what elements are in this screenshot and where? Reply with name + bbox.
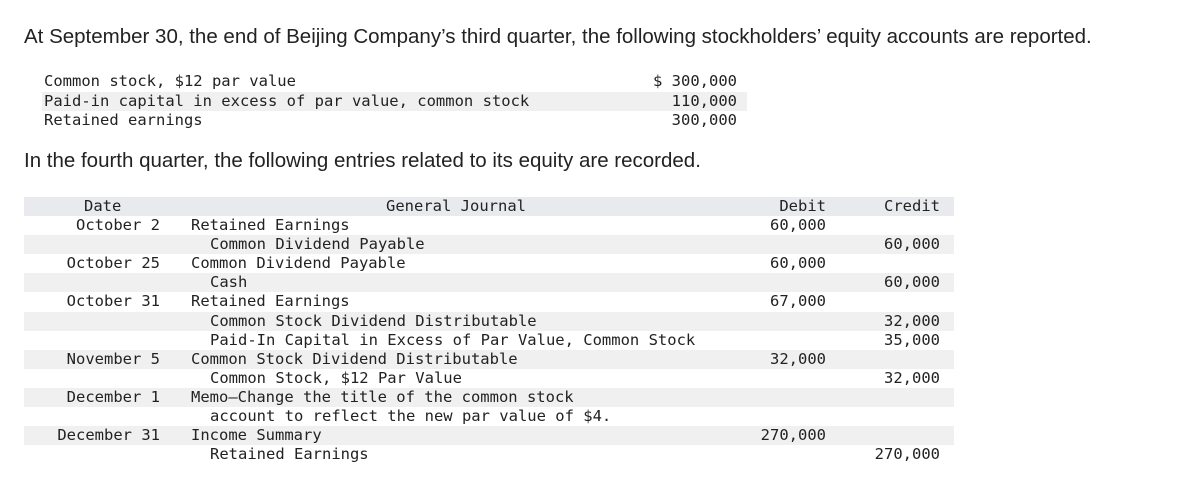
journal-row: [24, 254, 954, 273]
account-amount: 110,000: [671, 91, 737, 110]
entry-date: October 25: [66, 254, 160, 273]
entry-credit: 270,000: [874, 445, 940, 464]
entry-account: Income Summary: [191, 426, 322, 445]
date-header: Date: [84, 197, 122, 215]
entry-credit: 32,000: [884, 368, 940, 387]
entry-date: December 1: [66, 387, 160, 406]
account-row: [42, 92, 747, 112]
entry-account: account to reflect the new par value of $4.: [210, 407, 612, 426]
account-amount: 300,000: [671, 111, 737, 129]
journal-row: [24, 388, 954, 407]
journal-row: [24, 426, 954, 445]
equity-accounts-table: [42, 72, 747, 131]
entry-account: Common Stock Dividend Distributable: [191, 349, 518, 368]
entry-account: Memo—Change the title of the common stock: [191, 387, 574, 406]
entry-account: Common Dividend Payable: [210, 235, 425, 254]
account-header: General Journal: [386, 197, 526, 215]
credit-header: Credit: [884, 197, 940, 215]
journal-row: [24, 350, 954, 369]
entry-account: Retained Earnings: [191, 216, 350, 235]
journal-row: [24, 407, 954, 426]
entry-account: Common Dividend Payable: [191, 254, 406, 273]
entries-intro-paragraph: In the fourth quarter, the following entries related to its equity are recorded.: [24, 149, 701, 172]
entry-credit: 60,000: [884, 273, 940, 292]
journal-row: [24, 331, 954, 350]
entry-debit: 67,000: [770, 292, 826, 311]
debit-header: Debit: [779, 197, 826, 215]
entry-debit: 60,000: [770, 254, 826, 273]
entry-account: Cash: [210, 273, 248, 292]
journal-row: [24, 445, 954, 464]
entry-debit: 60,000: [770, 216, 826, 235]
account-name: Paid-in capital in excess of par value, common stock: [44, 91, 530, 110]
journal-row: [24, 312, 954, 331]
entry-date: December 31: [57, 426, 160, 445]
entry-debit: 270,000: [760, 426, 826, 445]
journal-row: [24, 292, 954, 311]
entry-credit: 60,000: [884, 235, 940, 254]
account-row: [42, 72, 747, 92]
entry-debit: 32,000: [770, 349, 826, 368]
intro-paragraph: At September 30, the end of Beijing Company’s third quarter, the following stockholders’ equity accounts are reported.: [24, 25, 1092, 48]
entry-account: Common Stock Dividend Distributable: [210, 311, 537, 330]
entry-date: November 5: [66, 349, 160, 368]
entry-credit: 35,000: [884, 330, 940, 349]
entry-account: Retained Earnings: [191, 292, 350, 311]
journal-row: [24, 273, 954, 292]
entry-date: October 2: [76, 216, 160, 235]
journal-row: [24, 369, 954, 388]
entry-account: Paid-In Capital in Excess of Par Value, Common Stock: [210, 330, 696, 349]
account-name: Common stock, $12 par value: [44, 72, 296, 90]
journal-row: [24, 235, 954, 254]
entry-date: October 31: [66, 292, 160, 311]
entry-credit: 32,000: [884, 311, 940, 330]
journal-row: [24, 216, 954, 235]
general-journal-table: [24, 197, 954, 464]
account-row: [42, 111, 747, 131]
account-name: Retained earnings: [44, 111, 203, 129]
account-amount: $ 300,000: [653, 72, 737, 90]
entry-account: Retained Earnings: [210, 445, 369, 464]
entry-account: Common Stock, $12 Par Value: [210, 368, 462, 387]
journal-header-row: [24, 197, 954, 216]
